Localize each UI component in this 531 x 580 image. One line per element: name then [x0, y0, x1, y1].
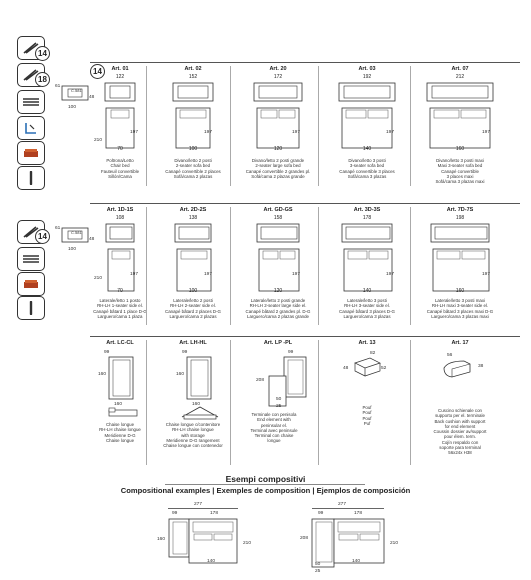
art-3d3s-mattress-len: 197: [386, 272, 395, 277]
leg-icon: [17, 166, 45, 190]
ex2-b2: 25: [315, 569, 321, 574]
row3-divider: [90, 336, 520, 337]
art-13-drawing: [352, 355, 382, 377]
art-2d2s-drawing: [174, 223, 214, 295]
ex2-b1: 50: [315, 562, 321, 567]
ex1-left: 99: [172, 511, 178, 516]
art-lccl-d3: 160: [114, 402, 123, 407]
art-03-drawing: [338, 82, 396, 152]
col-sep: [230, 66, 231, 186]
art-7d7s-drawing: [430, 223, 492, 295]
ex2-total: 277: [338, 502, 347, 507]
art-2d2s-width: 138: [188, 215, 198, 221]
art-20-caption: Divano/letto 2 posti grande 2-seater large sofa bed Canapé convertible 2 grandes pl. Sofá/cama 2 plazas grande: [245, 158, 311, 179]
col-sep: [230, 340, 231, 465]
row2-divider: [90, 203, 520, 204]
art-2d2s-inner-width: 100: [188, 288, 198, 294]
col-sep: [410, 207, 411, 325]
art-7d7s-width: 198: [455, 215, 465, 221]
ex2-mid: 178: [354, 511, 363, 516]
col-sep: [318, 66, 319, 186]
col-sep: [410, 340, 411, 465]
ex1-left-h: 160: [157, 537, 166, 542]
art-lccl-d1: 99: [104, 350, 110, 355]
art-07-width: 212: [455, 74, 465, 80]
art-lccl-title: Art. LC-CL: [106, 340, 134, 346]
art-02-width: 152: [188, 74, 198, 80]
art-07-title: Art. 07: [451, 66, 469, 72]
art-20-width: 172: [273, 74, 283, 80]
art-gdgs-inner-width: 120: [273, 288, 283, 294]
art-13-title: Art. 13: [358, 340, 376, 346]
art-gdgs-width: 158: [273, 215, 283, 221]
key-depth-outer: 61: [55, 84, 61, 89]
ex1-total-line: [168, 508, 238, 509]
art-1d1s-inner-width: 70: [117, 288, 123, 294]
art-1d1s-mattress-len: 197: [130, 272, 139, 277]
art-3d3s-caption: Laterale/letto 3 posti RH-LH 3-seater side el. Canapé bâtard 3 places D-G Larguero/cama 3 plazas: [339, 298, 395, 319]
art-lhhl-d1: 99: [182, 350, 188, 355]
art-7d7s-mattress-len: 197: [482, 272, 491, 277]
art-lppl-d2: 208: [256, 378, 265, 383]
ex1-total: 277: [194, 502, 203, 507]
art-1d1s-width: 108: [115, 215, 125, 221]
badge-18: 18: [35, 72, 50, 87]
art-3d3s-width: 178: [362, 215, 372, 221]
key-depth-inner: 48: [89, 95, 95, 100]
art-lppl-d4: 25: [276, 404, 282, 409]
mechanism-icon: [17, 116, 45, 140]
badge-14-key: 14: [90, 64, 105, 79]
art-01-width: 122: [115, 74, 125, 80]
ex1-bottom: 140: [207, 559, 216, 564]
art-07-inner-width: 160: [455, 146, 465, 152]
art-01-inner-width: 70: [117, 146, 123, 152]
art-lppl-drawing: [268, 356, 308, 408]
art-gdgs-caption: Laterale/letto 2 posti grande RH-LH 2-seater large side el. Canapé bâtard 2 grandes pl. D-G Larguero/cama 2 plazas grande: [245, 298, 311, 319]
art-02-mattress-len: 197: [204, 130, 213, 135]
art-17-d1: 56: [447, 353, 453, 358]
art-1d1s-caption: Laterale/letto 1 posto RH-LH 1-seater side el. Canapé bâtard 1 place D-G Larguero/cama 1 plaza: [93, 298, 147, 319]
key2-label: C.581: [71, 230, 82, 235]
col-sep: [318, 340, 319, 465]
leg-icon-2: [17, 296, 45, 320]
art-2d2s-caption: Laterale/letto 2 posti RH-LH 2-seater side el. Canapé bâtard 2 places D-G Larguero/cama 2 plazas: [165, 298, 221, 319]
art-01-drawing: [104, 82, 139, 152]
sofa-bed-icon: [17, 141, 45, 165]
art-07-drawing: [426, 82, 494, 152]
art-13-d2: 52: [381, 366, 387, 371]
art-3d3s-title: Art. 3D-3S: [353, 207, 381, 213]
col-sep: [230, 207, 231, 325]
art-3d3s-drawing: [341, 223, 395, 295]
art-07-mattress-len: 197: [482, 130, 491, 135]
art-03-inner-width: 140: [362, 146, 372, 152]
mattress-stripes-icon-2: [17, 247, 45, 271]
art-20-mattress-len: 197: [292, 130, 301, 135]
art-03-title: Art. 03: [358, 66, 376, 72]
art-gdgs-drawing: [256, 223, 302, 295]
art-1d1s-title: Art. 1D-1S: [106, 207, 134, 213]
art-1d1s-bed-length: 210: [94, 276, 103, 281]
ex1-right-h: 210: [243, 541, 252, 546]
art-07-caption: Divano/letto 3 posti maxi Maxi 3-seater sofa bed Canapé convertible 3 places maxi Sofá/cama 3 plazas maxi: [435, 158, 485, 185]
badge-14-row2: 14: [35, 229, 50, 244]
ex1-mid: 178: [210, 511, 219, 516]
ex2-bottom: 140: [352, 559, 361, 564]
key-width: 100: [68, 105, 77, 110]
art-lhhl-storage-view: [180, 403, 220, 421]
col-sep: [410, 66, 411, 186]
ex1-drawing: [168, 518, 240, 566]
key2-depth-inner: 48: [89, 237, 95, 242]
art-20-inner-width: 120: [273, 146, 283, 152]
section-title-rule: [165, 484, 365, 485]
art-2d2s-mattress-len: 197: [204, 272, 213, 277]
art-lccl-d2: 160: [98, 372, 107, 377]
art-17-d2: 38: [478, 364, 484, 369]
ex2-drawing: [311, 518, 387, 570]
row1-divider: [90, 62, 520, 63]
art-02-drawing: [172, 82, 214, 152]
art-17-title: Art. 17: [451, 340, 469, 346]
art-02-title: Art. 02: [184, 66, 202, 72]
art-13-caption: Pouf Pouf Pouf Puf: [362, 405, 372, 426]
art-01-bed-length: 210: [94, 138, 103, 143]
ex2-left-h: 208: [300, 536, 309, 541]
art-13-d1: 82: [370, 351, 376, 356]
sofa-bed-icon-2: [17, 272, 45, 296]
art-3d3s-inner-width: 140: [362, 288, 372, 294]
art-01-title: Art. 01: [111, 66, 129, 72]
col-sep: [146, 66, 147, 186]
art-1d1s-drawing: [105, 223, 137, 295]
ex2-left: 99: [318, 511, 324, 516]
art-lhhl-d2: 160: [176, 372, 185, 377]
art-13-d3: 48: [343, 366, 349, 371]
key2-depth-outer: 61: [55, 226, 61, 231]
art-7d7s-inner-width: 160: [455, 288, 465, 294]
col-sep: [318, 207, 319, 325]
art-02-inner-width: 100: [188, 146, 198, 152]
ex2-total-line: [312, 508, 384, 509]
art-03-width: 192: [362, 74, 372, 80]
badge-14: 14: [35, 46, 50, 61]
art-gdgs-title: Art. GD-GS: [263, 207, 293, 213]
art-lhhl-caption: Chaise longue c/contenitore RH-LH chaise longue with storage Meridienne D-G rangement Chaise longue con contenedor: [163, 422, 223, 449]
col-sep: [146, 207, 147, 325]
art-17-caption: Cuscino schienale con supporto per el. terminale Back cushion with support for end element Coussin dossier av/support pour élem. term. Cojín respaldo con soporte para terminal 56x24x H38: [433, 408, 487, 456]
key2-width: 100: [68, 247, 77, 252]
art-lppl-d3: 50: [276, 397, 282, 402]
art-lppl-d1: 99: [288, 350, 294, 355]
art-lhhl-d3: 160: [192, 402, 201, 407]
art-01-mattress-len: 197: [130, 130, 139, 135]
art-gdgs-mattress-len: 197: [292, 272, 301, 277]
art-17-drawing: [440, 358, 476, 380]
key-label: C.581: [71, 88, 82, 93]
art-lppl-title: Art. LP -PL: [263, 340, 293, 346]
art-20-drawing: [253, 82, 303, 152]
art-03-caption: Divano/letto 3 posti 3-seater sofa bed Canapé convertible 3 places Sofá/cama 3 plazas: [339, 158, 395, 179]
section-subtitle: Compositional examples | Exemples de composition | Ejemplos de composición: [120, 486, 411, 495]
art-7d7s-title: Art. 7D-7S: [446, 207, 474, 213]
art-02-caption: Divano/letto 2 posti 2-seater sofa bed Canapé convertible 2 places Sofá/cama 2 plazas: [165, 158, 221, 179]
art-2d2s-title: Art. 2D-2S: [179, 207, 207, 213]
mattress-stripes-icon: [17, 90, 45, 114]
col-sep: [146, 340, 147, 465]
art-lhhl-title: Art. LH-HL: [179, 340, 207, 346]
art-lppl-caption: Terminale con penisola End element with peninsular el. Terminal avec peninsule Terminal con chaise longue: [250, 412, 298, 444]
art-lccl-caption: Chaise longue RH-LH chaise longue Meridienne D-G Chaise longue: [99, 422, 141, 443]
art-03-mattress-len: 197: [386, 130, 395, 135]
ex2-right-h: 210: [390, 541, 399, 546]
art-01-caption: Poltrona/Letto Chair bed Fauteuil convertible Sillón/Cama: [100, 158, 140, 179]
art-7d7s-caption: Laterale/letto 3 posti maxi RH-LH maxi 3-seater side el. Canapé bâtard 3 places maxi D-G Larguero/cama 3 plazas maxi: [426, 298, 494, 319]
section-title: Esempi compositivi: [225, 474, 306, 484]
art-20-title: Art. 20: [269, 66, 287, 72]
art-lccl-side-view: [108, 407, 140, 419]
